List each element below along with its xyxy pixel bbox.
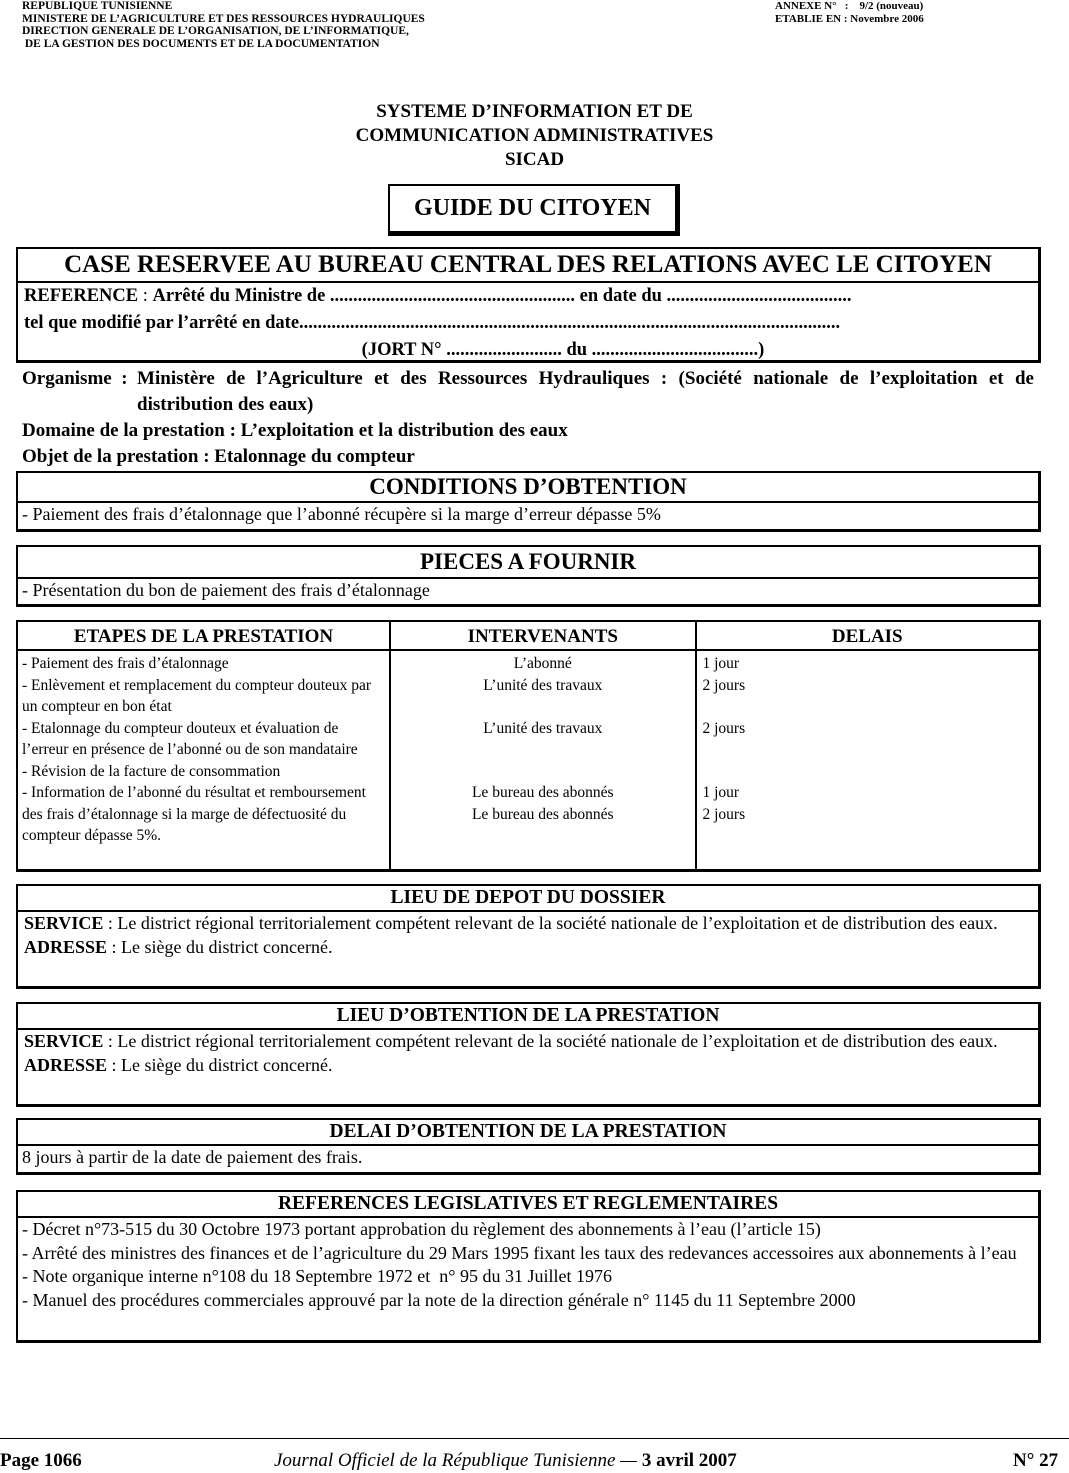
- lieu-obtention-box: [16, 1002, 1041, 1107]
- page-number: Page 1066: [0, 1450, 82, 1471]
- adresse-label: ADRESSE: [24, 936, 108, 957]
- annex-date: ETABLIE EN : Novembre 2006: [775, 13, 924, 25]
- service-separator: :: [103, 1031, 118, 1051]
- organisme-label: Organisme :: [22, 368, 138, 389]
- intervenant-text: Le bureau des abonnés: [471, 805, 614, 823]
- annex-number: ANNEXE N° : 9/2 (nouveau): [775, 0, 924, 12]
- references-title: REFERENCES LEGISLATIVES ET REGLEMENTAIRES: [18, 1192, 1038, 1218]
- delai-text: 2 jours: [702, 805, 746, 823]
- reference-line-3: (JORT N° ......................... du ....................................): [361, 340, 765, 360]
- etapes-cell: [17, 650, 390, 870]
- journal-name: Journal Officiel de la République Tunisienne —: [274, 1450, 642, 1471]
- guide-title: GUIDE DU CITOYEN: [388, 184, 680, 236]
- conditions-box: [16, 471, 1041, 532]
- footer-divider: [0, 1438, 1069, 1439]
- system-title-line: SYSTEME D’INFORMATION ET DE: [376, 101, 693, 122]
- reference-item: - Note organique interne n°108 du 18 Septembre 1972 et n° 95 du 31 Juillet 1976: [22, 1266, 612, 1286]
- pieces-title: PIECES A FOURNIR: [18, 547, 1038, 579]
- table-row: [17, 650, 1040, 870]
- annex-header: [775, 0, 924, 26]
- ministry-header: [22, 0, 425, 50]
- column-header-intervenants: INTERVENANTS: [390, 621, 695, 650]
- reference-item: - Manuel des procédures commerciales approuvé par la note de la direction générale n° 1145 du 11 Septembre 2000: [22, 1289, 856, 1310]
- conditions-title: CONDITIONS D’OBTENTION: [18, 473, 1038, 503]
- adresse-label: ADRESSE: [24, 1054, 108, 1075]
- organisme-block: [22, 366, 1034, 470]
- lieu-obtention-title: LIEU D’OBTENTION DE LA PRESTATION: [18, 1004, 1038, 1030]
- references-box: [16, 1190, 1041, 1343]
- steps-table-header: [17, 621, 1040, 650]
- column-header-etapes: ETAPES DE LA PRESTATION: [17, 621, 390, 650]
- step-text: - Information de l’abonné du résultat et remboursement des frais d’étalonnage si la marge de défectuosité du compteur dépasse 5%.: [22, 784, 366, 844]
- column-header-delais: DELAIS: [696, 621, 1040, 650]
- step-text: - Révision de la facture de consommation: [22, 762, 281, 780]
- adresse-text: Le siège du district concerné.: [121, 936, 333, 957]
- reference-box: [16, 247, 1041, 363]
- system-title-line: SICAD: [504, 149, 565, 170]
- delai-text: 1 jour: [702, 655, 740, 672]
- reference-line-2: tel que modifié par l’arrêté en date.....................................................................................................................: [24, 313, 841, 333]
- service-separator: :: [103, 913, 118, 933]
- reference-label: REFERENCE: [24, 286, 139, 306]
- service-text: Le district régional territorialement compétent relevant de la société nationale de l’exploitation et de distribution des eaux.: [117, 913, 998, 933]
- reference-item: - Décret n°73-515 du 30 Octobre 1973 portant approbation du règlement des abonnements à l’eau (l’article 15): [22, 1219, 821, 1239]
- adresse-text: Le siège du district concerné.: [121, 1054, 333, 1075]
- system-title-line: COMMUNICATION ADMINISTRATIVES: [355, 125, 714, 146]
- adresse-separator: :: [107, 1054, 122, 1075]
- header-line: MINISTERE DE L’AGRICULTURE ET DES RESSOURCES HYDRAULIQUES: [22, 12, 425, 25]
- delai-obtention-title: DELAI D’OBTENTION DE LA PRESTATION: [18, 1120, 1038, 1146]
- journal-title: [274, 1449, 737, 1473]
- reference-colon: :: [138, 286, 153, 306]
- delais-cell: [696, 650, 1040, 870]
- reference-item: - Arrêté des ministres des finances et de l’agriculture du 29 Mars 1995 fixant les taux des redevances accessoires aux abonnements à l’eau: [22, 1242, 1017, 1263]
- lieu-depot-box: [16, 884, 1041, 989]
- reference-text: Arrêté du Ministre de ..................................................... en date du ........................................: [152, 286, 852, 306]
- journal-date: 3 avril 2007: [641, 1450, 737, 1471]
- pieces-box: [16, 545, 1041, 607]
- header-line: DIRECTION GENERALE DE L’ORGANISATION, DE L’INFORMATIQUE,: [22, 25, 409, 37]
- delai-text: 1 jour: [702, 784, 740, 801]
- intervenants-cell: [390, 650, 695, 870]
- organisme-text: Ministère de l’Agriculture et des Ressources Hydrauliques : (Société nationale de l’exploitation et de distribution des eaux): [137, 368, 1034, 415]
- conditions-text: - Paiement des frais d’étalonnage que l’abonné récupère si la marge d’erreur dépasse 5%: [22, 504, 661, 524]
- delai-obtention-text: 8 jours à partir de la date de paiement des frais.: [22, 1147, 363, 1167]
- intervenant-text: L’unité des travaux: [483, 719, 603, 737]
- service-text: Le district régional territorialement compétent relevant de la société nationale de l’exploitation et de distribution des eaux.: [117, 1031, 998, 1051]
- lieu-depot-title: LIEU DE DEPOT DU DOSSIER: [18, 886, 1038, 912]
- intervenant-text: L’abonné: [513, 655, 572, 672]
- delai-text: 2 jours: [702, 719, 746, 737]
- service-label: SERVICE: [24, 913, 104, 933]
- journal-number: N° 27: [1013, 1450, 1059, 1471]
- step-text: - Enlèvement et remplacement du compteur douteux par un compteur en bon état: [22, 676, 372, 715]
- delai-obtention-box: [16, 1118, 1041, 1175]
- intervenant-text: Le bureau des abonnés: [471, 784, 614, 801]
- intervenant-text: L’unité des travaux: [483, 676, 603, 694]
- step-text: - Etalonnage du compteur douteux et évaluation de l’erreur en présence de l’abonné ou de son mandataire: [22, 719, 358, 758]
- step-text: - Paiement des frais d’étalonnage: [22, 655, 229, 672]
- domaine-prestation: Domaine de la prestation : L’exploitation et la distribution des eaux: [22, 420, 568, 441]
- objet-prestation: Objet de la prestation : Etalonnage du compteur: [22, 446, 415, 467]
- service-label: SERVICE: [24, 1031, 104, 1051]
- reference-box-title: CASE RESERVEE AU BUREAU CENTRAL DES RELATIONS AVEC LE CITOYEN: [18, 249, 1038, 283]
- header-line: DE LA GESTION DES DOCUMENTS ET DE LA DOCUMENTATION: [22, 37, 380, 50]
- header-line: REPUBLIQUE TUNISIENNE: [22, 0, 173, 12]
- reference-line-1: [24, 283, 1032, 310]
- system-title: [0, 100, 1069, 172]
- delai-text: 2 jours: [702, 676, 746, 694]
- adresse-separator: :: [107, 936, 122, 957]
- steps-table: [16, 620, 1041, 872]
- pieces-text: - Présentation du bon de paiement des frais d’étalonnage: [22, 580, 430, 600]
